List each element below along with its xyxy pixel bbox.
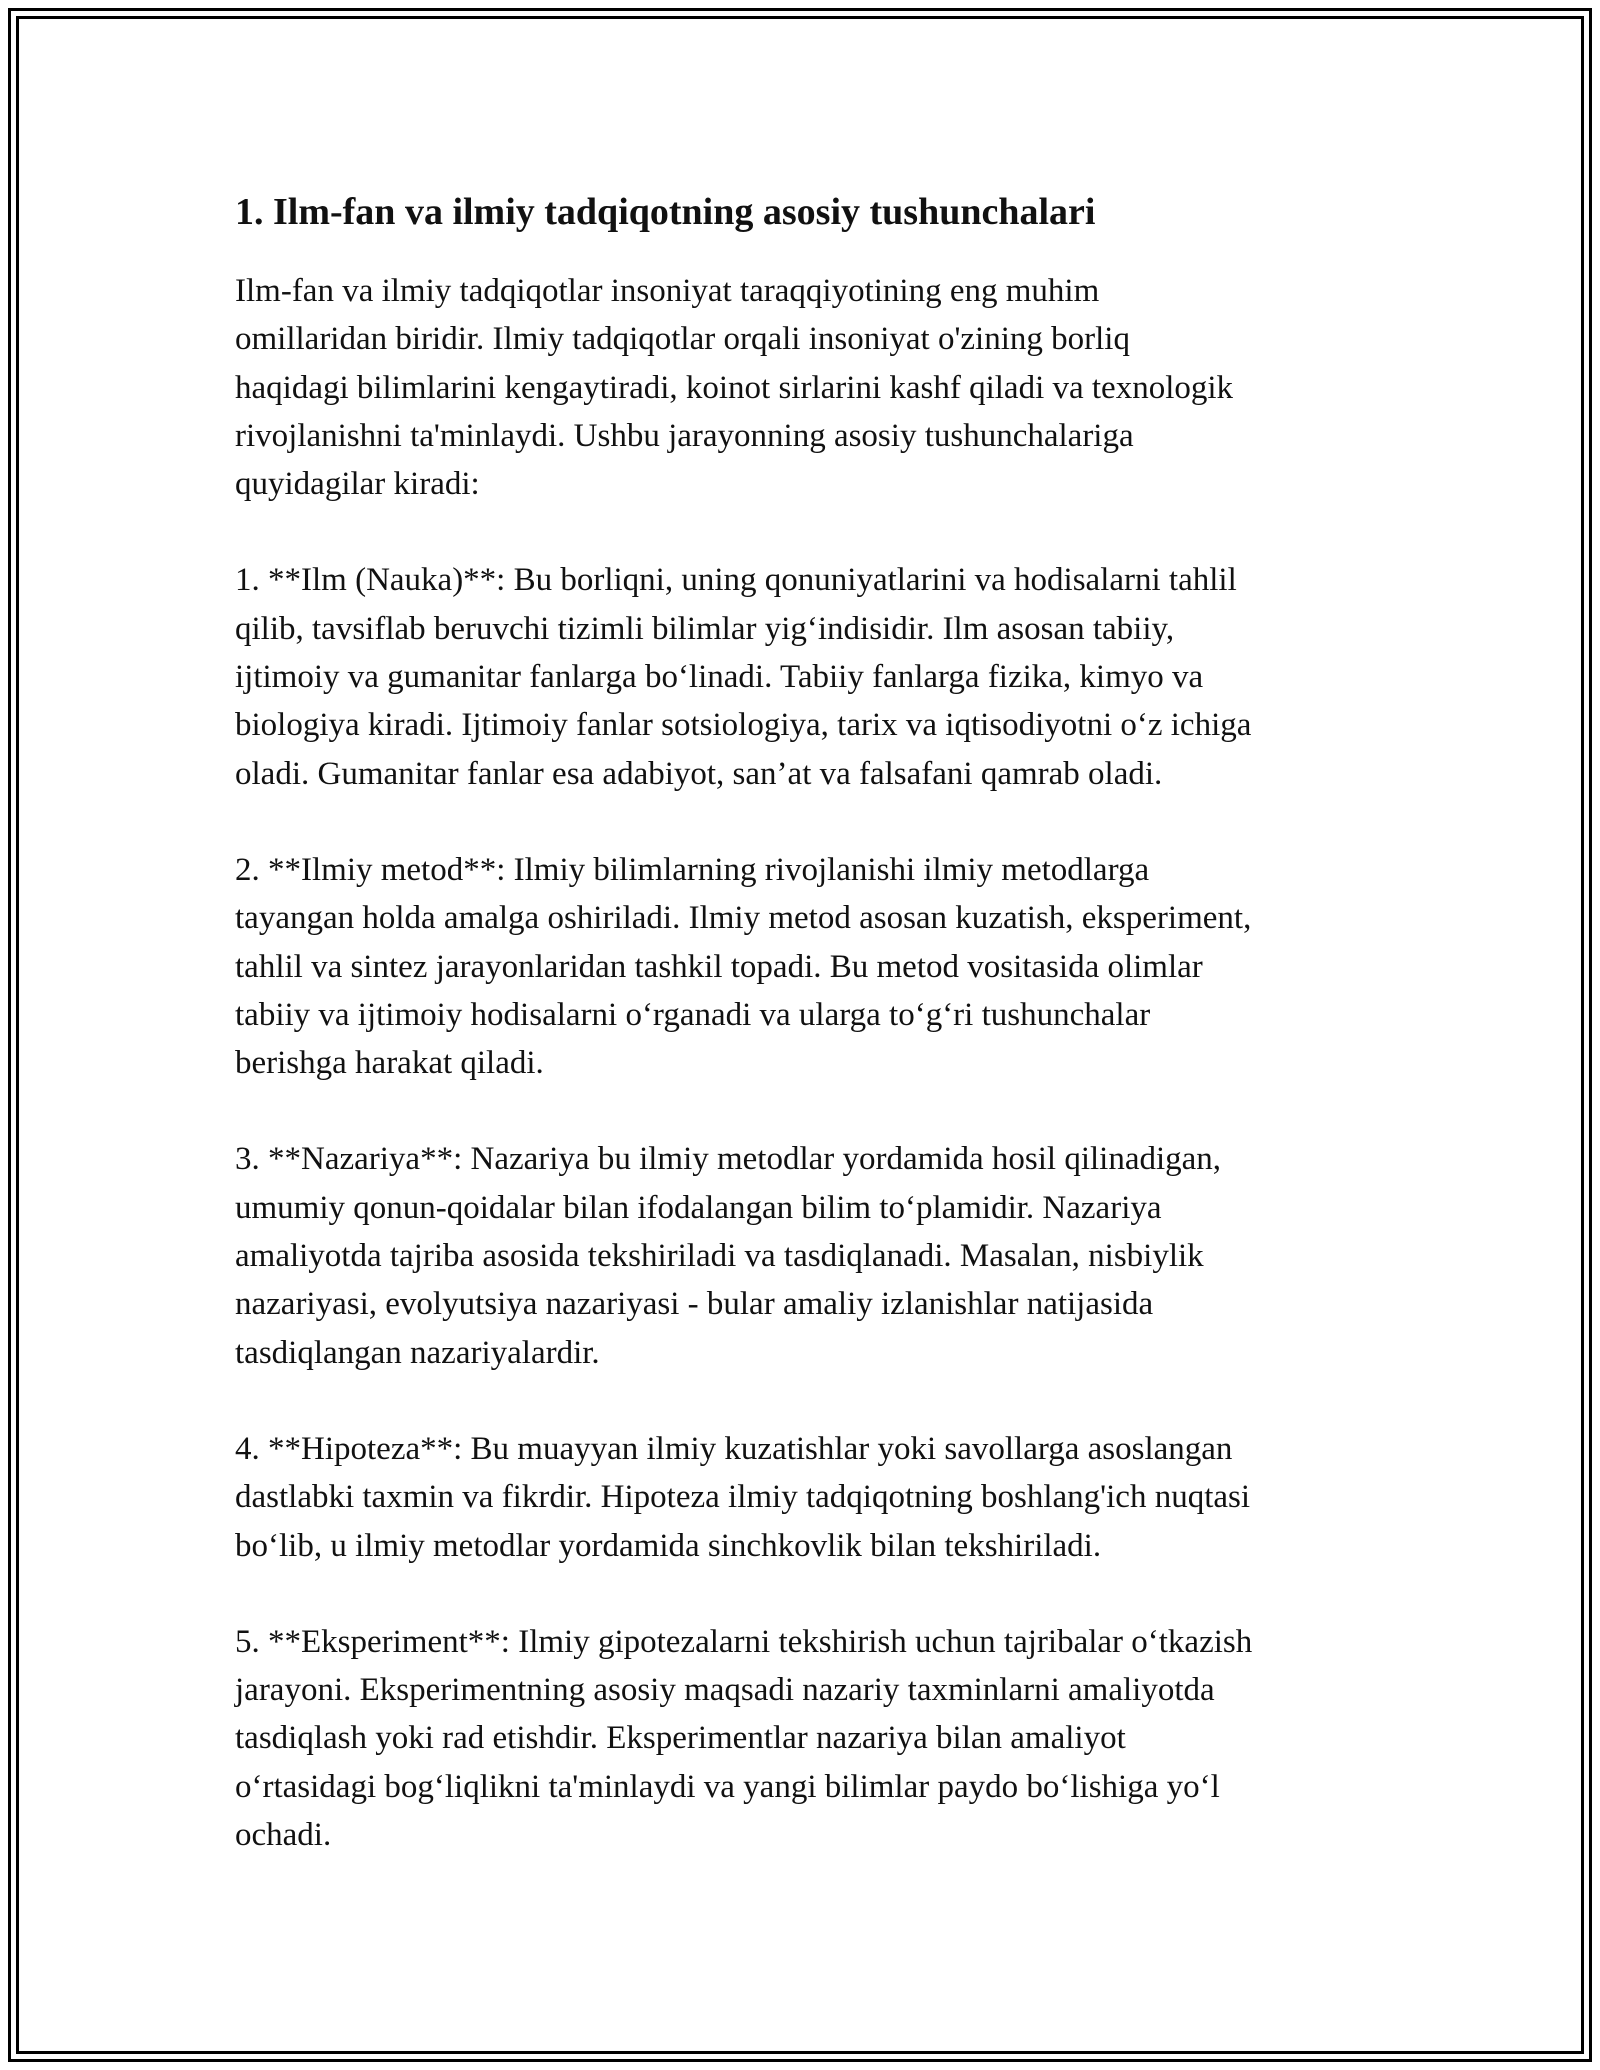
list-item-eksperiment: 5. **Eksperiment**: Ilmiy gipotezalarni tekshirish uchun tajribalar o‘tkazish jarayoni. Eksperimentning asosiy maqsadi nazariy taxminlarni amaliyotda tasdiqlash yoki rad etishdir. Eksperimentlar nazariya bilan amaliyot o‘rtasidagi bog‘liqlikni ta'minlaydi va yangi bilimlar paydo bo‘lishiga yo‘l ochadi.: [235, 1623, 1253, 1854]
list-item-nazariya: 3. **Nazariya**: Nazariya bu ilmiy metodlar yordamida hosil qilinadigan, umumiy qonun-qoidalar bilan ifodalangan bilim to‘plamidir. Nazariya amaliyotda tajriba asosida tekshiriladi va tasdiqlanadi. Masalan, nisbiylik nazariyasi, evolyutsiya nazariyasi - bular amaliy izlanishlar natijasida tasdiqlangan nazariyalardir.: [235, 1141, 1222, 1371]
section-heading: 1. Ilm-fan va ilmiy tadqiqotning asosiy tushunchalari: [235, 191, 1096, 233]
list-item-ilmiy-metod: 2. **Ilmiy metod**: Ilmiy bilimlarning rivojlanishi ilmiy metodlarga tayangan holda amalga oshiriladi. Ilmiy metod asosan kuzatish, eksperiment, tahlil va sintez jarayonlaridan tashkil topadi. Bu metod vositasida olimlar tabiiy va ijtimoiy hodisalarni o‘rganadi va ularga to‘g‘ri tushunchalar berishga harakat qiladi.: [235, 851, 1252, 1082]
list-item-hipoteza: 4. **Hipoteza**: Bu muayyan ilmiy kuzatishlar yoki savollarga asoslangan dastlabki taxmin va fikrdir. Hipoteza ilmiy tadqiqotning boshlang'ich nuqtasi bo‘lib, u ilmiy metodlar yordamida sinchkovlik bilan tekshiriladi.: [235, 1430, 1251, 1564]
document-body: [235, 185, 1375, 1907]
intro-paragraph: Ilm-fan va ilmiy tadqiqotlar insoniyat taraqqiyotining eng muhim omillaridan biridir. Ilmiy tadqiqotlar orqali insoniyat o'zining borliq haqidagi bilimlarini kengaytiradi, koinot sirlarini kashf qiladi va texnologik rivojlanishni ta'minlaydi. Ushbu jarayonning asosiy tushunchalariga quyidagilar kiradi:: [235, 273, 1234, 503]
list-item-ilm: 1. **Ilm (Nauka)**: Bu borliqni, uning qonuniyatlarini va hodisalarni tahlil qilib, tavsiflab beruvchi tizimli bilimlar yig‘indisidir. Ilm asosan tabiiy, ijtimoiy va gumanitar fanlarga bo‘linadi. Tabiiy fanlarga fizika, kimyo va biologiya kiradi. Ijtimoiy fanlar sotsiologiya, tarix va iqtisodiyotni o‘z ichiga oladi. Gumanitar fanlar esa adabiyot, san’at va falsafani qamrab oladi.: [235, 562, 1252, 792]
